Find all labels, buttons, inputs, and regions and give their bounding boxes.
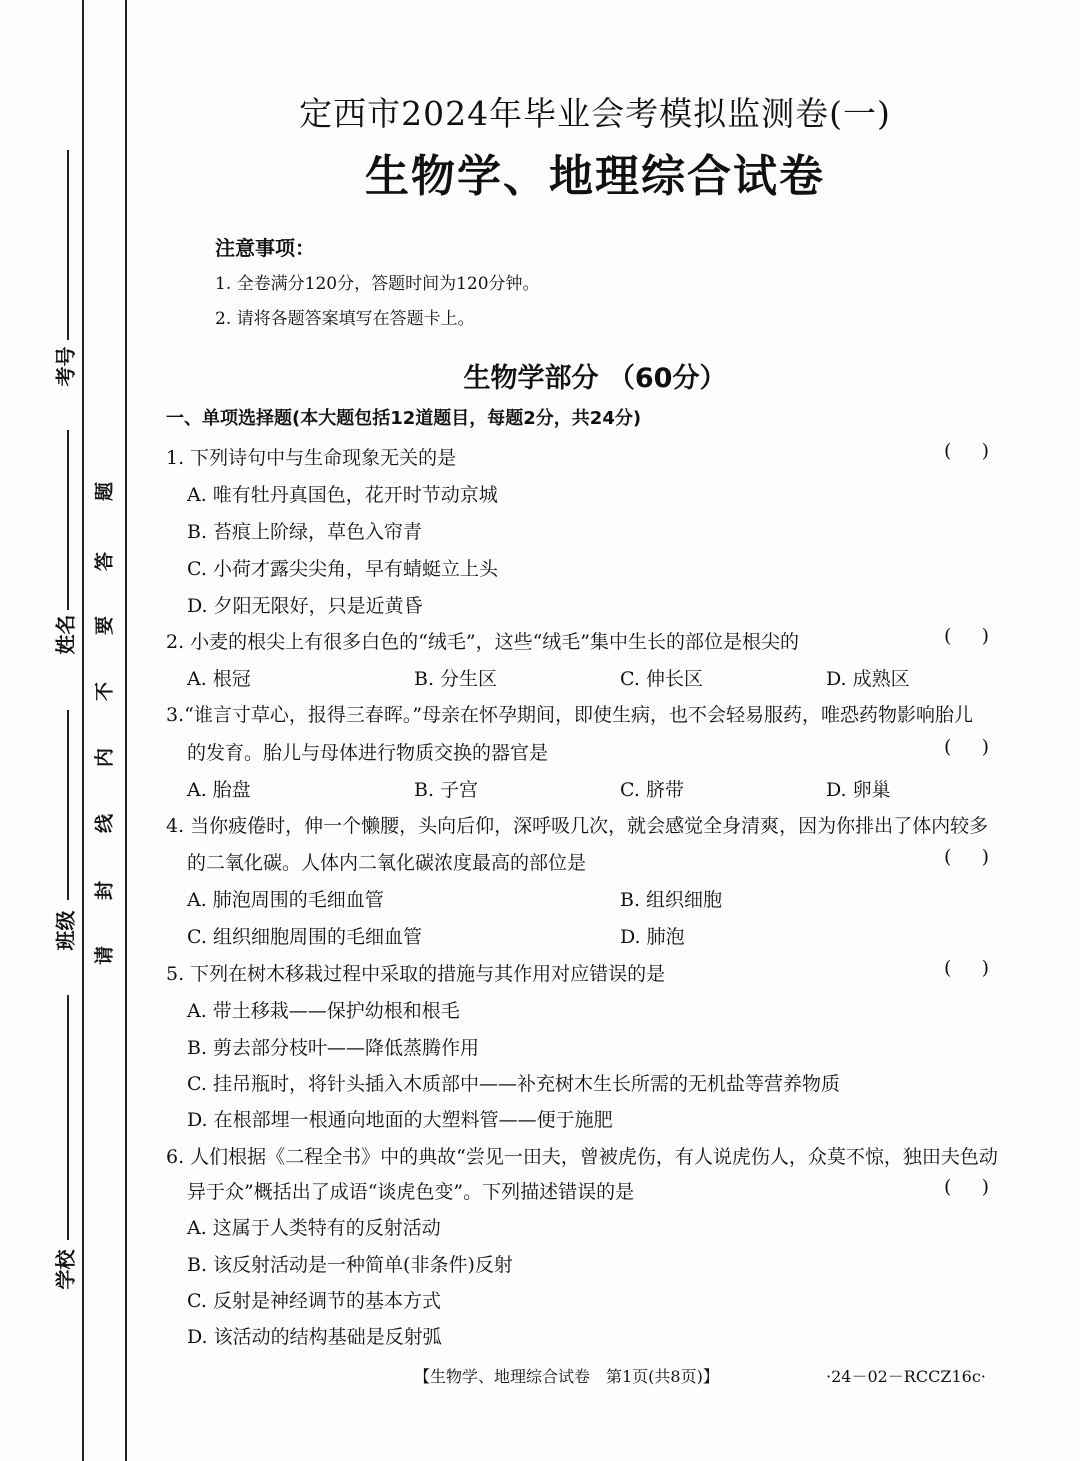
option: D. 夕阳无限好，只是近黄昏: [187, 595, 423, 617]
seal-notice-char: 请: [93, 946, 116, 966]
seal-notice-char: 答: [93, 552, 116, 572]
seal-notice-char: 封: [93, 881, 116, 901]
option: B. 该反射活动是一种简单(非条件)反射: [187, 1254, 513, 1276]
seal-notice-char: 不: [93, 682, 116, 702]
question-stem: 6. 人们根据《二程全书》中的典故“尝见一田夫，曾被虎伤，有人说虎伤人，众莫不惊，独田夫色动: [166, 1146, 998, 1168]
option: A. 唯有牡丹真国色，花开时节动京城: [187, 484, 498, 506]
question-stem: 4. 当你疲倦时，伸一个懒腰，头向后仰，深呼吸几次，就会感觉全身清爽，因为你排出了体内较多: [166, 815, 989, 837]
option: C. 小荷才露尖尖角，早有蜻蜓立上头: [187, 558, 498, 580]
option: D. 在根部埋一根通向地面的大塑料管——便于施肥: [187, 1109, 613, 1131]
option: C. 组织细胞周围的毛细血管: [187, 926, 422, 948]
page-footer: 【生物学、地理综合试卷 第1页(共8页)】: [414, 1367, 719, 1386]
option: C. 伸长区: [620, 668, 703, 690]
option: B. 分生区: [414, 668, 498, 690]
name-label: 姓名: [53, 614, 78, 655]
school-label: 学校: [53, 1249, 78, 1290]
seal-notice-char: 内: [93, 748, 116, 768]
paper-title: 生物学、地理综合试卷: [365, 151, 825, 202]
option: B. 子宫: [414, 779, 479, 801]
option: C. 脐带: [620, 779, 684, 801]
seal-notice-char: 要: [93, 616, 116, 636]
option: D. 该活动的结构基础是反射弧: [187, 1326, 442, 1348]
answer-paren: ( ): [944, 957, 990, 979]
question-stem: 的二氧化碳。人体内二氧化碳浓度最高的部位是: [187, 852, 587, 874]
school-blank: [67, 995, 69, 1240]
paper-code: ·24－02－RCCZ16c·: [826, 1367, 986, 1386]
question-stem: 5. 下列在树木移栽过程中采取的措施与其作用对应错误的是: [166, 963, 666, 985]
seal-notice-char: 题: [93, 482, 116, 502]
notice-item: 2. 请将各题答案填写在答题卡上。: [215, 309, 475, 329]
option: B. 组织细胞: [620, 889, 723, 911]
name-blank: [67, 430, 69, 610]
exam-id-blank: [67, 150, 69, 340]
notice-item: 1. 全卷满分120分，答题时间为120分钟。: [215, 274, 540, 294]
option: B. 剪去部分枝叶——降低蒸腾作用: [187, 1037, 480, 1059]
option: D. 卵巢: [826, 779, 891, 801]
option: D. 成熟区: [826, 668, 910, 690]
question-stem: 3.“谁言寸草心，报得三春晖。”母亲在怀孕期间，即使生病，也不会轻易服药，唯恐药物影响胎儿: [166, 704, 974, 726]
option: A. 胎盘: [187, 779, 251, 801]
option: A. 带土移栽——保护幼根和根毛: [187, 1000, 460, 1022]
option: D. 肺泡: [620, 926, 685, 948]
option: C. 反射是神经调节的基本方式: [187, 1290, 441, 1312]
option: B. 苔痕上阶绿，草色入帘青: [187, 521, 423, 543]
answer-paren: ( ): [944, 440, 990, 462]
question-stem: 2. 小麦的根尖上有很多白色的“绒毛”，这些“绒毛”集中生长的部位是根尖的: [166, 631, 800, 653]
section-title: 生物学部分 （60分）: [463, 363, 727, 394]
answer-paren: ( ): [944, 625, 990, 647]
option: A. 这属于人类特有的反射活动: [187, 1217, 441, 1239]
option: C. 挂吊瓶时，将针头插入木质部中——补充树木生长所需的无机盐等营养物质: [187, 1073, 840, 1095]
answer-paren: ( ): [944, 736, 990, 758]
answer-paren: ( ): [944, 1176, 990, 1198]
seal-notice-char: 线: [93, 814, 116, 834]
part-heading: 一、单项选择题(本大题包括12道题目，每题2分，共24分): [166, 408, 642, 429]
question-stem: 的发育。胎儿与母体进行物质交换的器官是: [187, 742, 549, 764]
exam-id-label: 考号: [53, 346, 78, 387]
option: A. 根冠: [187, 668, 251, 690]
exam-title: 定西市2024年毕业会考模拟监测卷(一): [299, 94, 891, 133]
notice-heading: 注意事项：: [215, 236, 315, 260]
answer-paren: ( ): [944, 846, 990, 868]
class-label: 班级: [53, 910, 78, 951]
notice-box: [215, 232, 540, 339]
question-stem: 1. 下列诗句中与生命现象无关的是: [166, 447, 457, 469]
class-blank: [67, 710, 69, 900]
margin-rule-left: [82, 0, 84, 1461]
option: A. 肺泡周围的毛细血管: [187, 889, 384, 911]
question-stem: 异于众”概括出了成语“谈虎色变”。下列描述错误的是: [187, 1181, 635, 1203]
margin-rule-right: [125, 0, 127, 1461]
